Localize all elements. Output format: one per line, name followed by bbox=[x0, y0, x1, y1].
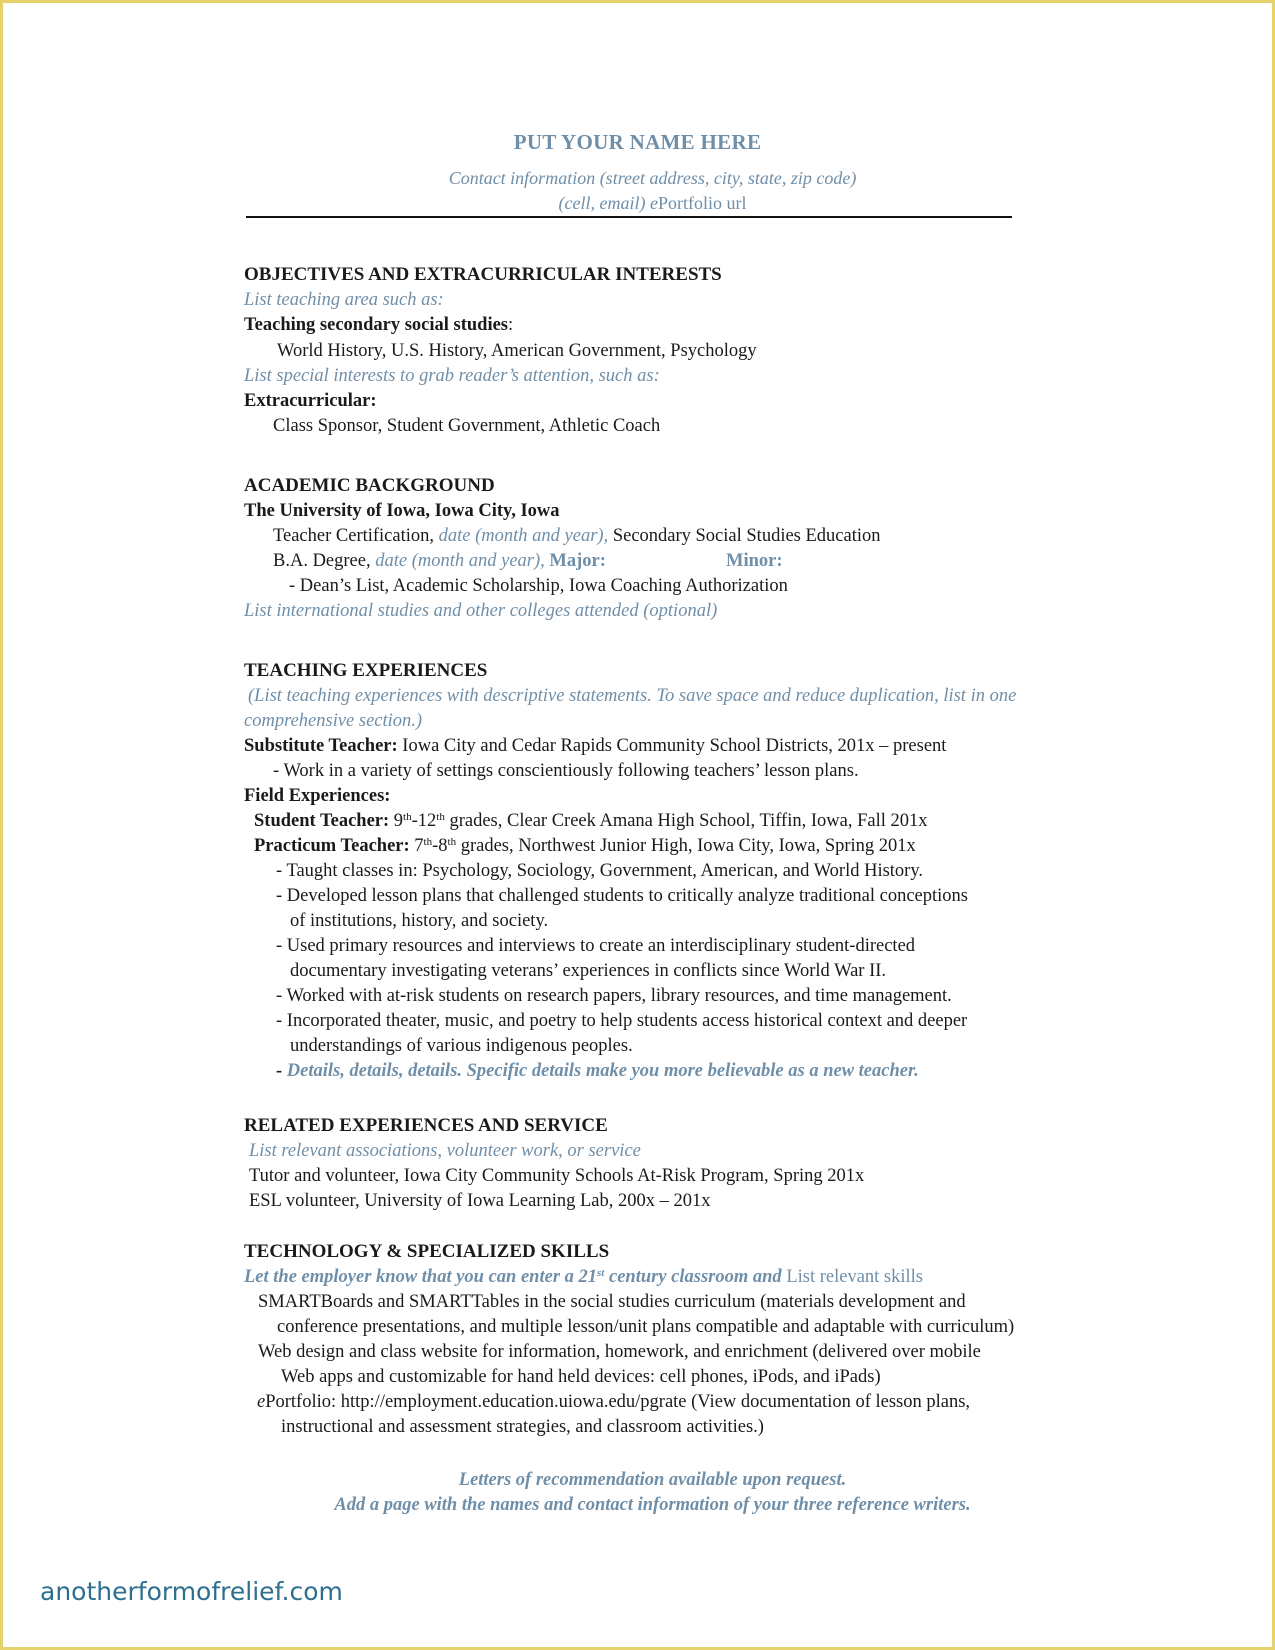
degree-date: date (month and year), bbox=[375, 551, 545, 571]
resume-name: PUT YOUR NAME HERE bbox=[513, 130, 762, 154]
teaching-bullet-2: - Developed lesson plans that challenged students to critically analyze traditional conceptions bbox=[276, 886, 968, 906]
closing-line-2: Add a page with the names and contact information of your three reference writers. bbox=[334, 1495, 971, 1515]
section-heading-objectives: OBJECTIVES AND EXTRACURRICULAR INTERESTS bbox=[244, 264, 722, 285]
student-teacher-label: Student Teacher: bbox=[254, 811, 390, 831]
degree-line bbox=[273, 549, 606, 573]
related-hint: List relevant associations, volunteer work, or service bbox=[249, 1141, 641, 1161]
contact-eportfolio-prefix: e bbox=[649, 193, 658, 213]
teaching-bullet-5-cont: understandings of various indigenous peoples. bbox=[290, 1036, 633, 1056]
student-grade-end-suffix: th bbox=[436, 811, 445, 823]
substitute-teacher-line bbox=[244, 734, 946, 758]
academic-hint: List international studies and other colleges attended (optional) bbox=[244, 601, 718, 621]
practicum-teacher-label: Practicum Teacher: bbox=[254, 836, 410, 856]
objectives-hint-2: List special interests to grab reader’s attention, such as: bbox=[244, 366, 660, 386]
teaching-bullet-5: - Incorporated theater, music, and poetry to help students access historical context and deeper bbox=[276, 1011, 968, 1031]
teaching-bullet-6 bbox=[276, 1059, 919, 1083]
contact-eportfolio-url: Portfolio url bbox=[657, 193, 747, 213]
extracurricular-label: Extracurricular: bbox=[244, 391, 377, 411]
related-item-2: ESL volunteer, University of Iowa Learning Lab, 200x – 201x bbox=[249, 1191, 711, 1211]
closing-line-1: Letters of recommendation available upon request. bbox=[458, 1470, 847, 1490]
student-grade-start: 9 bbox=[393, 811, 404, 831]
certification-field: Secondary Social Studies Education bbox=[612, 526, 881, 546]
header-divider bbox=[246, 216, 1012, 218]
student-grade-start-suffix: th bbox=[403, 811, 412, 823]
teaching-hint-line-1: (List teaching experiences with descriptive statements. To save space and reduce duplication, list in one bbox=[248, 686, 1017, 706]
certification-date: date (month and year), bbox=[438, 526, 609, 546]
degree-major: Major: bbox=[549, 551, 606, 571]
contact-cell-email: (cell, email) bbox=[558, 193, 646, 213]
skill-2: Web design and class website for information, homework, and enrichment (delivered over mobile bbox=[258, 1342, 981, 1362]
student-teacher-line bbox=[254, 809, 928, 833]
substitute-teacher-text: Iowa City and Cedar Rapids Community School Districts, 201x – present bbox=[402, 736, 947, 756]
skill-1: SMARTBoards and SMARTTables in the social studies curriculum (materials development and bbox=[258, 1292, 966, 1312]
practicum-grade-start: 7 bbox=[414, 836, 424, 856]
technology-hint-a: Let the employer know that you can enter a 21 bbox=[244, 1267, 598, 1287]
practicum-grade-start-suffix: th bbox=[423, 836, 433, 848]
teaching-bullet-2-cont: of institutions, history, and society. bbox=[290, 911, 549, 931]
certification-line bbox=[273, 524, 881, 548]
teaching-area-items: World History, U.S. History, American Government, Psychology bbox=[277, 341, 757, 361]
related-item-1: Tutor and volunteer, Iowa City Community Schools At-Risk Program, Spring 201x bbox=[249, 1166, 865, 1186]
degree-label: B.A. Degree, bbox=[273, 551, 371, 571]
section-heading-technology: TECHNOLOGY & SPECIALIZED SKILLS bbox=[244, 1241, 610, 1262]
teaching-bullet-6-text: Details, details, details. Specific details make you more believable as a new teacher. bbox=[286, 1061, 919, 1081]
field-experiences-label: Field Experiences: bbox=[244, 786, 391, 806]
certification-label: Teacher Certification, bbox=[273, 526, 435, 546]
skill-2-cont: Web apps and customizable for hand held devices: cell phones, iPods, and iPads) bbox=[281, 1367, 881, 1387]
substitute-teacher-label: Substitute Teacher: bbox=[244, 736, 398, 756]
section-heading-teaching: TEACHING EXPERIENCES bbox=[244, 660, 488, 681]
student-grade-end: -12 bbox=[411, 811, 437, 831]
teaching-hint-line-2: comprehensive section.) bbox=[244, 711, 423, 731]
practicum-grade-end-suffix: th bbox=[447, 836, 457, 848]
teaching-bullet-4: - Worked with at-risk students on research papers, library resources, and time management. bbox=[276, 986, 952, 1006]
skill-1-cont: conference presentations, and multiple lesson/unit plans compatible and adaptable with curriculum) bbox=[277, 1317, 1015, 1337]
teaching-bullet-1: - Taught classes in: Psychology, Sociology, Government, American, and World History. bbox=[276, 861, 924, 881]
student-teacher-text: grades, Clear Creek Amana High School, Tiffin, Iowa, Fall 201x bbox=[449, 811, 928, 831]
technology-hint bbox=[244, 1265, 923, 1289]
technology-hint-sup: st bbox=[597, 1267, 605, 1279]
practicum-teacher-line bbox=[254, 834, 916, 858]
technology-hint-b: century classroom and bbox=[609, 1267, 782, 1287]
objectives-hint-1: List teaching area such as: bbox=[244, 290, 444, 310]
skill-3-text: Portfolio: http://employment.education.uiowa.edu/pgrate (View documentation of lesson plans, bbox=[265, 1392, 971, 1412]
teaching-bullet-3-cont: documentary investigating veterans’ experiences in conflicts since World War II. bbox=[290, 961, 887, 981]
academic-honors: - Dean’s List, Academic Scholarship, Iowa Coaching Authorization bbox=[289, 576, 788, 596]
extracurricular-items: Class Sponsor, Student Government, Athletic Coach bbox=[273, 416, 661, 436]
site-watermark: anotherformofrelief.com bbox=[40, 1577, 343, 1606]
skill-3 bbox=[257, 1390, 970, 1414]
teaching-bullet-6-dash: - bbox=[276, 1061, 283, 1081]
degree-minor: Minor: bbox=[726, 551, 783, 571]
section-heading-related: RELATED EXPERIENCES AND SERVICE bbox=[244, 1115, 608, 1136]
teaching-area-colon: : bbox=[508, 315, 514, 335]
contact-line-2 bbox=[0, 193, 1275, 214]
skill-3-cont: instructional and assessment strategies, and classroom activities.) bbox=[281, 1417, 764, 1437]
skill-3-prefix: e bbox=[257, 1392, 266, 1412]
teaching-area-label: Teaching secondary social studies bbox=[244, 315, 508, 335]
practicum-grade-end: -8 bbox=[432, 836, 448, 856]
contact-line-1: Contact information (street address, city, state, zip code) bbox=[448, 168, 857, 188]
teaching-bullet-3: - Used primary resources and interviews to create an interdisciplinary student-directed bbox=[276, 936, 916, 956]
section-heading-academic: ACADEMIC BACKGROUND bbox=[244, 475, 495, 496]
university-name: The University of Iowa, Iowa City, Iowa bbox=[244, 501, 560, 521]
substitute-teacher-detail: - Work in a variety of settings conscientiously following teachers’ lesson plans. bbox=[273, 761, 859, 781]
technology-hint-c: List relevant skills bbox=[786, 1267, 923, 1287]
practicum-teacher-text: grades, Northwest Junior High, Iowa City, Iowa, Spring 201x bbox=[460, 836, 916, 856]
teaching-area-line bbox=[244, 313, 513, 337]
